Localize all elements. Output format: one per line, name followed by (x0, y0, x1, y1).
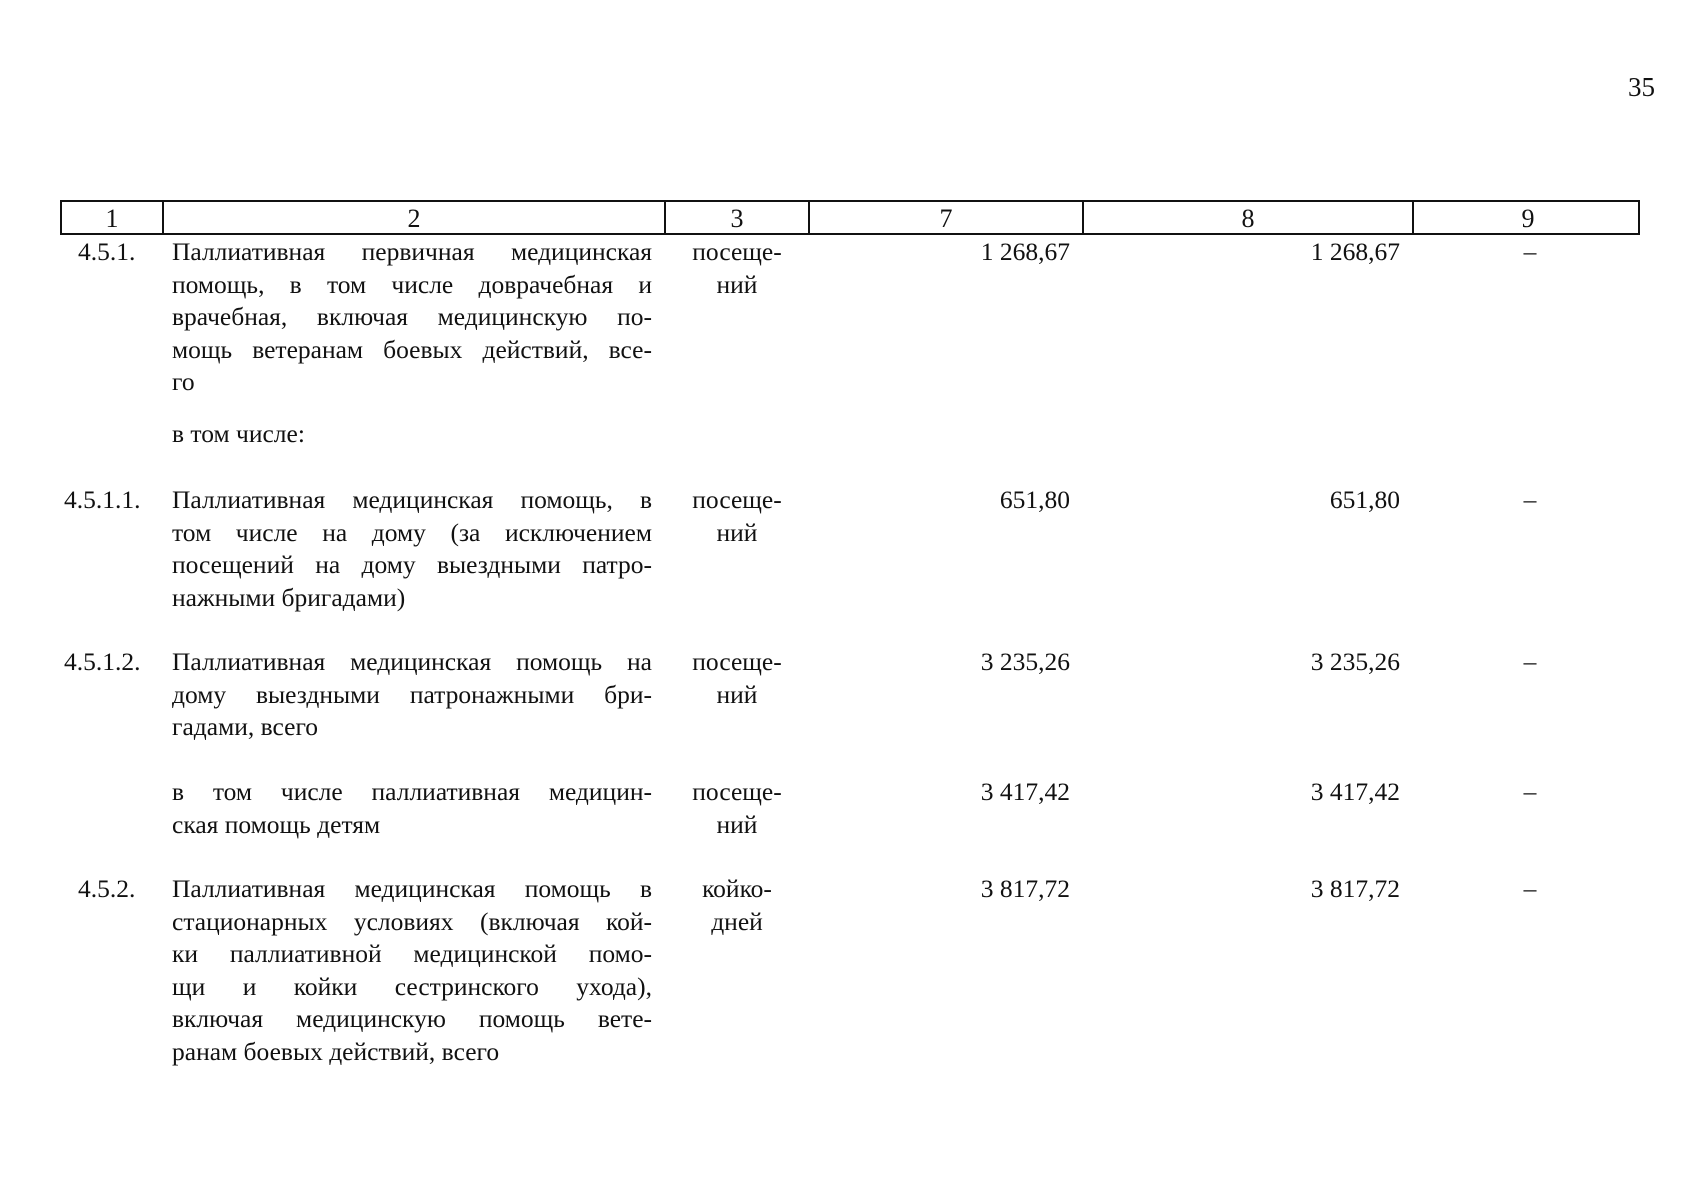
row-unit-line: ний (716, 679, 758, 709)
row-name-line: помощь, в том числе доврачебная и (172, 269, 652, 299)
row-unit-line: ний (716, 809, 758, 839)
row-unit (672, 484, 802, 549)
row-name-line: гадами, всего (172, 712, 319, 741)
row-value-col8: 3 235,26 (1310, 647, 1400, 676)
row-unit-line: посеще- (692, 777, 782, 806)
row-number: 4.5.2. (78, 874, 136, 903)
row-unit (672, 873, 802, 938)
row-name (172, 776, 652, 841)
row-name (172, 236, 652, 399)
table-header (60, 200, 1640, 235)
row-value-col9: – (1523, 647, 1537, 676)
row-unit-line: ний (716, 517, 758, 547)
row-number: 4.5.1. (78, 237, 136, 266)
row-name (172, 646, 652, 744)
row-unit (672, 646, 802, 711)
row-value-col8: 1 268,67 (1310, 237, 1400, 266)
row-name-line: включая медицинскую помощь вете- (172, 1004, 652, 1033)
row-value-col8: 651,80 (1329, 485, 1400, 514)
row-name (172, 873, 652, 1068)
row-name (172, 484, 652, 614)
row-value-col7: 3 417,42 (980, 777, 1070, 806)
row-name-line: ская помощь детям (172, 809, 381, 839)
header-col-7: 7 (810, 202, 1084, 235)
row-value-col9: – (1523, 485, 1537, 514)
row-name-line: том числе на дому (за исключением (172, 517, 652, 547)
row-value-col9: – (1523, 777, 1537, 806)
row-unit (672, 236, 802, 301)
row-name (172, 418, 652, 451)
row-name-line: го (172, 367, 195, 396)
row-name-line: стационарных условиях (включая кой- (172, 906, 652, 936)
row-name-line: Паллиативная медицинская помощь в (172, 874, 652, 903)
row-unit-line: дней (711, 906, 763, 936)
row-name-line: ки паллиативной медицинской помо- (172, 939, 652, 968)
row-unit-line: посеще- (692, 647, 782, 676)
row-name-line: в том числе: (172, 419, 305, 448)
row-unit (672, 776, 802, 841)
row-name-line: нажными бригадами) (172, 582, 406, 612)
row-name-line: в том числе паллиативная медицин- (172, 777, 652, 806)
row-name-line: посещений на дому выездными патро- (172, 550, 652, 579)
row-unit-line: ний (716, 269, 758, 299)
row-name-line: Паллиативная медицинская помощь, в (172, 485, 652, 514)
header-col-8: 8 (1084, 202, 1414, 235)
row-name-line: мощь ветеранам боевых действий, все- (172, 334, 652, 364)
row-value-col7: 1 268,67 (980, 237, 1070, 266)
row-name-line: ранам боевых действий, всего (172, 1036, 500, 1066)
header-col-1: 1 (62, 202, 164, 235)
row-value-col9: – (1523, 237, 1537, 266)
header-col-3: 3 (666, 202, 810, 235)
row-unit-line: посеще- (692, 237, 782, 266)
row-value-col8: 3 417,42 (1310, 777, 1400, 806)
row-name-line: Паллиативная первичная медицинская (172, 237, 652, 266)
row-name-line: дому выездными патронажными бри- (172, 679, 652, 709)
row-name-line: Паллиативная медицинская помощь на (172, 647, 652, 676)
row-name-line: щи и койки сестринского ухода), (172, 971, 652, 1001)
row-unit-line: посеще- (692, 485, 782, 514)
row-value-col9: – (1523, 874, 1537, 903)
header-col-9: 9 (1521, 204, 1535, 233)
row-number: 4.5.1.2. (64, 647, 141, 676)
row-value-col8: 3 817,72 (1310, 874, 1400, 903)
row-name-line: врачебная, включая медицинскую по- (172, 302, 652, 331)
row-value-col7: 651,80 (999, 485, 1070, 514)
row-value-col7: 3 235,26 (980, 647, 1070, 676)
row-number: 4.5.1.1. (64, 485, 141, 514)
row-unit-line: койко- (702, 874, 772, 903)
page-number: 35 (1628, 72, 1655, 102)
row-value-col7: 3 817,72 (980, 874, 1070, 903)
header-col-2: 2 (164, 202, 666, 235)
